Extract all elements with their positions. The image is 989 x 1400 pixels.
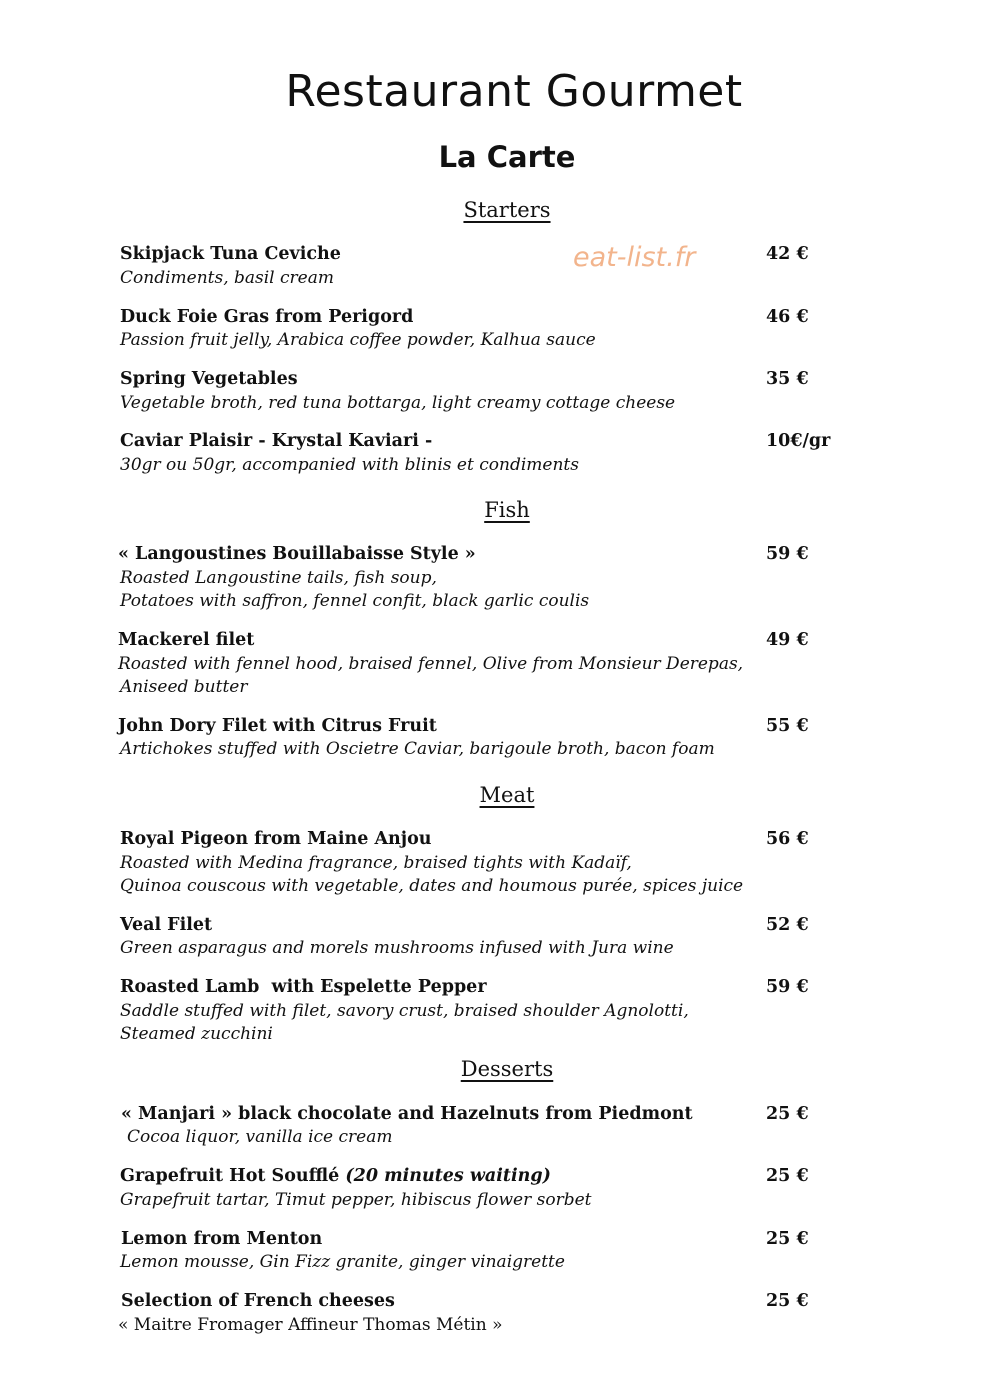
dish-description: Artichokes stuffed with Oscietre Caviar, barigoule broth, bacon foam: [120, 739, 715, 759]
section-heading-fish: Fish: [484, 498, 530, 522]
dish-description: « Maitre Fromager Affineur Thomas Métin »: [118, 1315, 503, 1335]
dish-name: « Manjari » black chocolate and Hazelnuts from Piedmont: [121, 1104, 693, 1124]
dish-price: 10€/gr: [766, 431, 831, 451]
dish-description: Steamed zucchini: [120, 1024, 273, 1044]
dish-price: 46 €: [766, 307, 809, 327]
dish-name: Grapefruit Hot Soufflé: [120, 1166, 340, 1186]
dish-price: 59 €: [766, 977, 809, 997]
section-heading-meat: Meat: [479, 783, 535, 807]
section-heading-starters: Starters: [463, 198, 551, 222]
dish-description: Roasted Langoustine tails, fish soup,: [120, 568, 437, 588]
dish-price: 56 €: [766, 829, 809, 849]
dish-description: Potatoes with saffron, fennel confit, black garlic coulis: [120, 591, 590, 611]
dish-description: Green asparagus and morels mushrooms infused with Jura wine: [120, 938, 674, 958]
dish-description: Lemon mousse, Gin Fizz granite, ginger vinaigrette: [120, 1252, 565, 1272]
dish-description: Grapefruit tartar, Timut pepper, hibiscus flower sorbet: [120, 1190, 592, 1210]
dish-description: Quinoa couscous with vegetable, dates and houmous purée, spices juice: [120, 876, 744, 896]
dish-description: Vegetable broth, red tuna bottarga, light creamy cottage cheese: [120, 393, 676, 413]
dish-price: 49 €: [766, 630, 809, 650]
dish-description: Aniseed butter: [120, 677, 248, 697]
dish-name: John Dory Filet with Citrus Fruit: [118, 716, 437, 736]
dish-name: Veal Filet: [120, 915, 213, 935]
dish-name: Mackerel filet: [118, 630, 255, 650]
dish-name: Skipjack Tuna Ceviche: [120, 244, 341, 264]
dish-name: Roasted Lamb with Espelette Pepper: [120, 977, 487, 997]
dish-name: Lemon from Menton: [121, 1229, 323, 1249]
dish-description: Passion fruit jelly, Arabica coffee powder, Kalhua sauce: [120, 330, 596, 350]
dish-name: « Langoustines Bouillabaisse Style »: [118, 544, 476, 564]
dish-name-row: [120, 1166, 551, 1186]
dish-description: Roasted with fennel hood, braised fennel, Olive from Monsieur Derepas,: [118, 654, 744, 674]
dish-price: 35 €: [766, 369, 809, 389]
dish-price: 52 €: [766, 915, 809, 935]
dish-description: Cocoa liquor, vanilla ice cream: [127, 1127, 393, 1147]
dish-price: 59 €: [766, 544, 809, 564]
dish-price: 25 €: [766, 1291, 809, 1311]
dish-description: Roasted with Medina fragrance, braised tights with Kadaïf,: [120, 853, 632, 873]
menu-title: La Carte: [438, 140, 576, 174]
dish-name: Royal Pigeon from Maine Anjou: [120, 829, 432, 849]
section-heading-desserts: Desserts: [460, 1057, 554, 1081]
dish-price: 42 €: [766, 244, 809, 264]
dish-description: 30gr ou 50gr, accompanied with blinis et condiments: [120, 455, 579, 475]
restaurant-name: Restaurant Gourmet: [285, 66, 743, 117]
dish-price: 25 €: [766, 1229, 809, 1249]
dish-description: Saddle stuffed with filet, savory crust, braised shoulder Agnolotti,: [120, 1001, 689, 1021]
dish-name: Duck Foie Gras from Perigord: [120, 307, 414, 327]
dish-price: 25 €: [766, 1166, 809, 1186]
dish-price: 25 €: [766, 1104, 809, 1124]
dish-description: Condiments, basil cream: [120, 268, 334, 288]
watermark: eat-list.fr: [573, 242, 696, 273]
dish-name: Spring Vegetables: [120, 369, 298, 389]
dish-name-note: (20 minutes waiting): [345, 1166, 551, 1186]
dish-name: Caviar Plaisir - Krystal Kaviari -: [120, 431, 433, 451]
dish-name: Selection of French cheeses: [121, 1291, 395, 1311]
dish-price: 55 €: [766, 716, 809, 736]
